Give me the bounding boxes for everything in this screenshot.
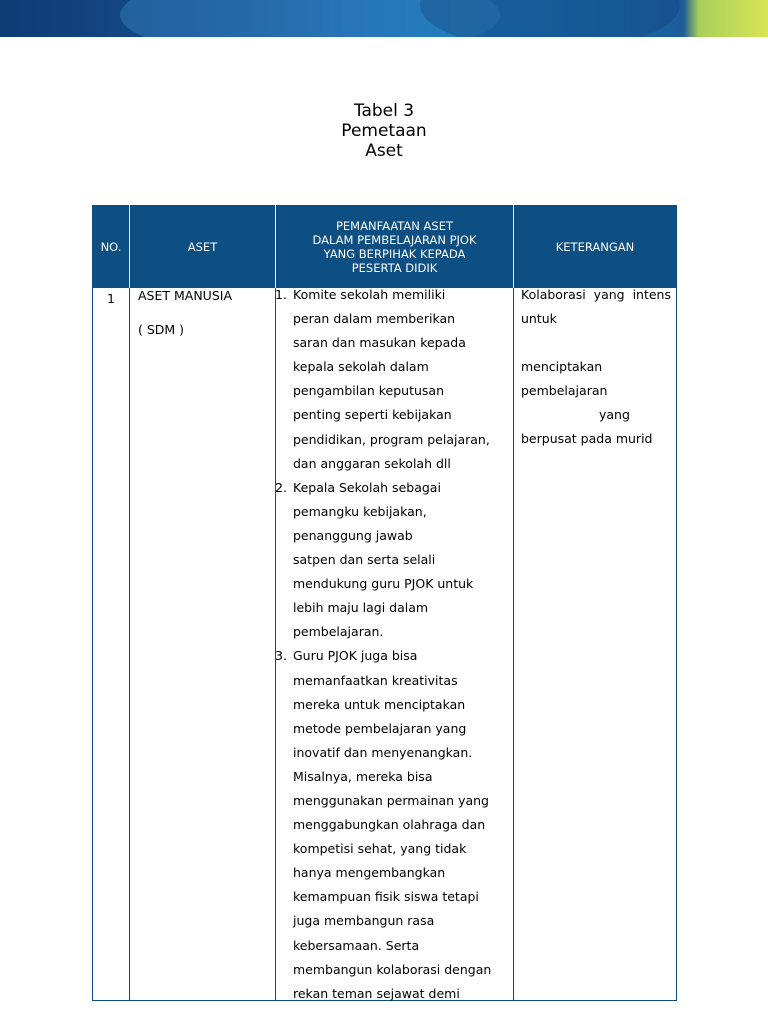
list-item-line: metode pembelajaran yang <box>293 720 467 736</box>
list-marker: 3. <box>275 648 287 664</box>
list-item-line: membangun kolaborasi dengan <box>293 961 492 977</box>
list-item <box>275 644 505 1005</box>
keterangan-line: Kolaborasi yang intens <box>521 287 671 302</box>
keterangan-line: untuk <box>521 311 557 327</box>
keterangan-line: yang <box>599 407 630 423</box>
pemanfaatan-list <box>275 283 505 1006</box>
title-line: Pemetaan <box>341 121 427 141</box>
asset-mapping-table <box>92 205 677 1001</box>
header-banner <box>0 0 768 37</box>
list-item-line: menggunakan permainan yang <box>293 792 489 808</box>
column-divider <box>129 288 130 1000</box>
list-item-line: lebih maju lagi dalam <box>293 600 429 616</box>
list-marker: 2. <box>275 479 287 495</box>
list-item-line: Misalnya, mereka bisa <box>293 768 433 784</box>
list-item-line: kemampuan fisik siswa tetapi <box>293 889 479 905</box>
list-item <box>275 283 505 476</box>
list-item-line: pengambilan keputusan <box>293 383 445 399</box>
table-header <box>93 205 676 288</box>
list-item-line: mendukung guru PJOK untuk <box>293 576 474 592</box>
list-item-line: pendidikan, program pelajaran, <box>293 431 490 447</box>
list-item-line: satpen dan serta selali <box>293 552 436 568</box>
column-divider <box>513 288 514 1000</box>
list-item-line: penanggung jawab <box>293 527 413 543</box>
list-item-line: pemangku kebijakan, <box>293 503 427 519</box>
header-aset: ASET <box>187 239 218 254</box>
list-item-line: rekan teman sejawat demi <box>293 985 460 1001</box>
header-line: DALAM PEMBELAJARAN PJOK <box>312 232 477 247</box>
aset-name: ASET MANUSIA <box>138 288 233 303</box>
keterangan-line: menciptakan <box>521 359 603 375</box>
list-item-line: saran dan masukan kepada <box>293 335 466 351</box>
header-no: NO. <box>100 239 122 254</box>
keterangan-line: berpusat pada murid <box>521 431 653 447</box>
banner-decoration <box>420 0 680 37</box>
keterangan-line: pembelajaran <box>521 383 608 399</box>
aset-cell <box>138 287 232 355</box>
header-line: PEMANFAATAN ASET <box>335 218 454 233</box>
header-line: YANG BERPIHAK KEPADA <box>323 246 466 261</box>
list-item-line: dan anggaran sekolah dll <box>293 455 451 471</box>
list-item-line: kepala sekolah dalam <box>293 359 429 375</box>
aset-type: ( SDM ) <box>138 322 185 337</box>
list-item-line: mereka untuk menciptakan <box>293 696 466 712</box>
page-title <box>0 101 768 161</box>
list-item-line: Komite sekolah memiliki <box>293 287 446 302</box>
list-item-line: memanfaatkan kreativitas <box>293 672 458 688</box>
list-item-line: juga membangun rasa <box>293 913 435 929</box>
header-line: PESERTA DIDIK <box>351 260 438 275</box>
list-item-line: kebersamaan. Serta <box>293 937 420 953</box>
row-number: 1 <box>107 291 115 306</box>
keterangan-cell <box>521 283 676 452</box>
list-item-line: pembelajaran. <box>293 624 384 640</box>
header-pemanfaatan <box>276 205 513 288</box>
list-marker: 1. <box>275 287 287 302</box>
list-item-line: inovatif dan menyenangkan. <box>293 744 473 760</box>
header-keterangan: KETERANGAN <box>555 239 635 254</box>
title-line: Tabel 3 <box>353 101 415 121</box>
list-item-line: menggabungkan olahraga dan <box>293 817 486 833</box>
list-item-line: kompetisi sehat, yang tidak <box>293 841 467 857</box>
list-item-line: penting seperti kebijakan <box>293 407 452 423</box>
list-item-line: Guru PJOK juga bisa <box>293 648 418 664</box>
title-line: Aset <box>365 141 403 161</box>
list-item-line: Kepala Sekolah sebagai <box>293 479 441 495</box>
list-item-line: peran dalam memberikan <box>293 311 456 327</box>
list-item <box>275 476 505 645</box>
list-item-line: hanya mengembangkan <box>293 865 446 881</box>
